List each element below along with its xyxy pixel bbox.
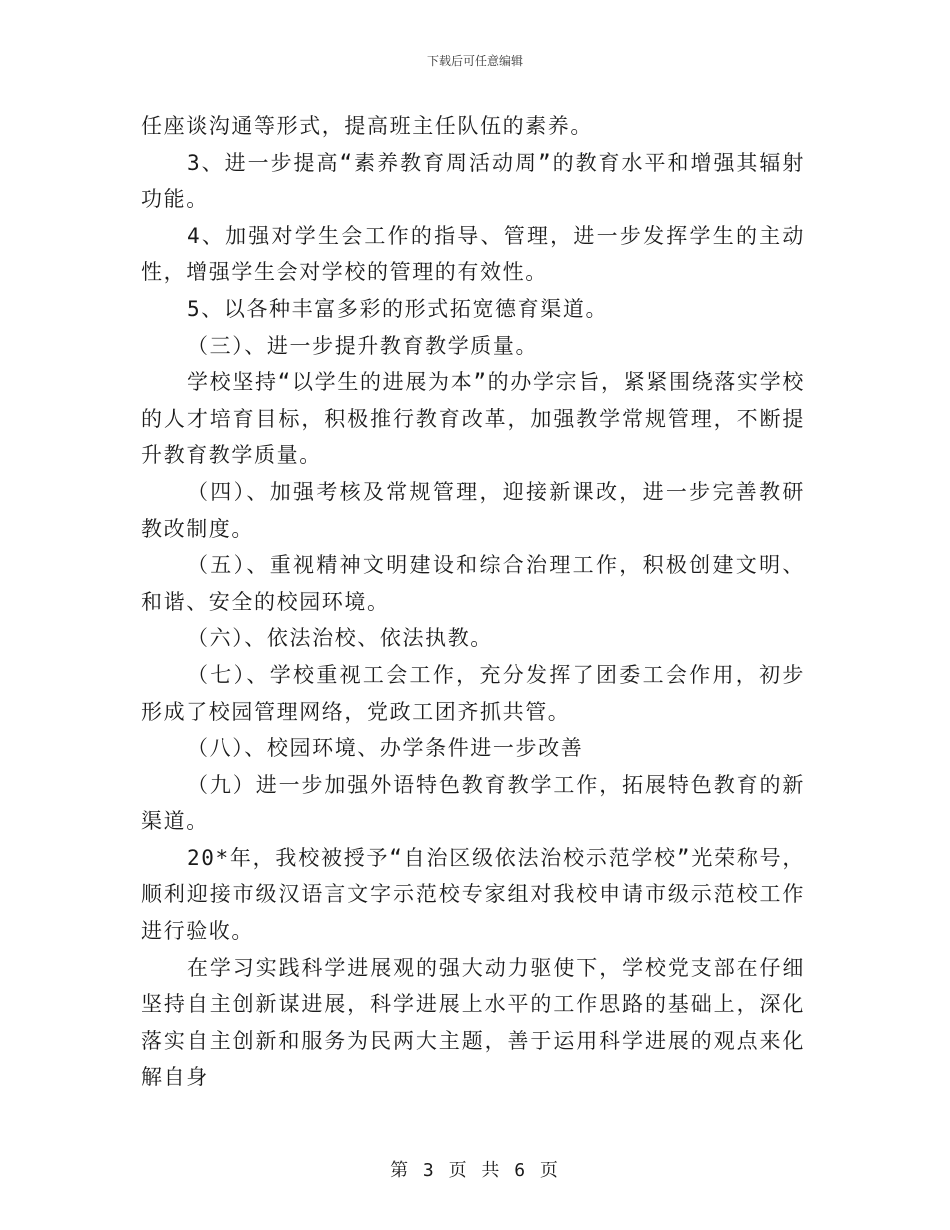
- section-heading: （六）、依法治校、依法执教。: [187, 626, 493, 651]
- document-body: [141, 108, 805, 1096]
- section-heading: （三）、进一步提升教育教学质量。: [187, 333, 539, 358]
- paragraph: 5、以各种丰富多彩的形式拓宽德育渠道。: [187, 296, 609, 321]
- paragraph: 学校坚持“以学生的进展为本”的办学宗旨，紧紧围绕落实学校的人才培育目标，积极推行教育改革，加强教学常规管理，不断提升教育教学质量。: [141, 370, 805, 468]
- page-header-note: 下载后可任意编辑: [426, 54, 523, 68]
- section-heading: （五）、重视精神文明建设和综合治理工作，积极创建文明、和谐、安全的校园环境。: [141, 553, 805, 614]
- section-heading: （九）进一步加强外语特色教育教学工作，拓展特色教育的新渠道。: [141, 772, 805, 834]
- section-heading: （四）、加强考核及常规管理，迎接新课改，进一步完善教研教改制度。: [141, 479, 805, 541]
- paragraph: 4、加强对学生会工作的指导、管理，进一步发挥学生的主动性，增强学生会对学校的管理的有效性。: [141, 223, 805, 285]
- paragraph: 20*年，我校被授予“自治区级依法治校示范学校”光荣称号，顺利迎接市级汉语言文字示范校专家组对我校申请市级示范校工作进行验收。: [141, 845, 805, 944]
- paragraph: 在学习实践科学进展观的强大动力驱使下，学校党支部在仔细坚持自主创新谋进展，科学进展上水平的工作思路的基础上，深化落实自主创新和服务为民两大主题，善于运用科学进展的观点来化解自身: [141, 955, 805, 1090]
- section-heading: （八）、校园环境、办学条件进一步改善: [187, 736, 584, 761]
- section-heading: （七）、学校重视工会工作，充分发挥了团委工会作用，初步形成了校园管理网络，党政工团齐抓共管。: [141, 662, 805, 724]
- page-number: 第 3 页 共 6 页: [390, 1160, 560, 1181]
- paragraph: 3、进一步提高“素养教育周活动周”的教育水平和增强其辐射功能。: [141, 150, 805, 212]
- paragraph: 任座谈沟通等形式，提高班主任队伍的素养。: [141, 114, 593, 138]
